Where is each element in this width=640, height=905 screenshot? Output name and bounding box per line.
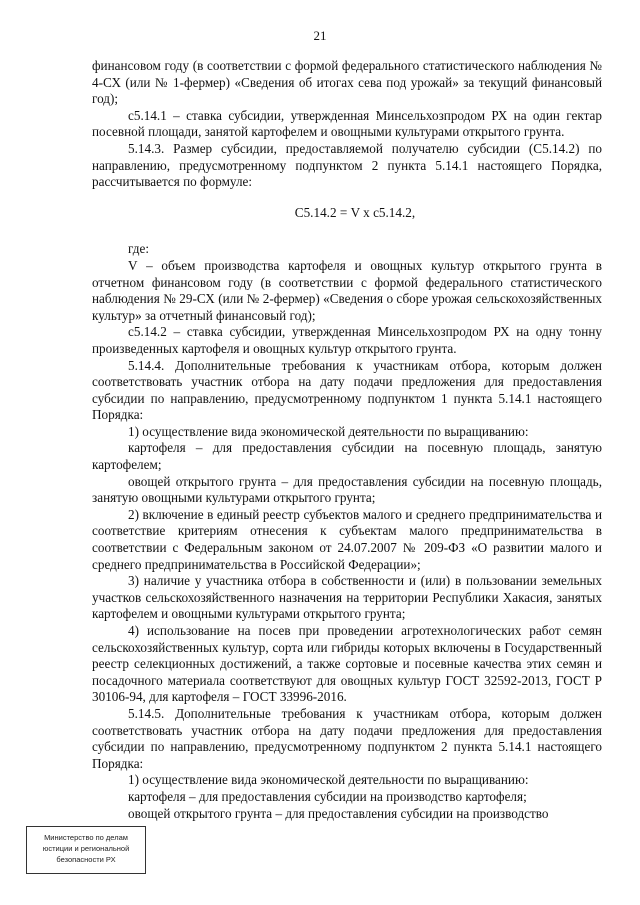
paragraph: 5.14.5. Дополнительные требования к участникам отбора, которым должен соответствовать участник отбора на дату подачи предложения для предоставления субсидии по направлению, предусмотренному подпунктом 2 пункта 5.14.1 настоящего Порядка: bbox=[92, 705, 602, 771]
paragraph: с5.14.1 – ставка субсидии, утвержденная Минсельхозпродом РХ на один гектар посевной площади, занятой картофелем и овощными культурами открытого грунта. bbox=[92, 107, 602, 140]
paragraph: 1) осуществление вида экономической деятельности по выращиванию: bbox=[128, 772, 529, 788]
paragraph: 5.14.3. Размер субсидии, предоставляемой получателю субсидии (С5.14.2) по направлению, предусмотренному подпунктом 2 пункта 5.14.1 настоящего Порядка, рассчитывается по формуле: bbox=[92, 140, 602, 190]
paragraph: 3) наличие у участника отбора в собственности и (или) в пользовании земельных участков сельскохозяйственного назначения на территории Республики Хакасия, занятых картофелем и овощными культурами открытого грунта; bbox=[92, 573, 602, 622]
page-number: 21 bbox=[313, 28, 327, 43]
paragraph: овощей открытого грунта – для предоставления субсидии на посевную площадь, занятую овощными культурами открытого грунта; bbox=[92, 473, 602, 506]
stamp-line: Министерство по делам bbox=[44, 833, 128, 842]
paragraph: V – объем производства картофеля и овощных культур открытого грунта в отчетном финансовом году (в соответствии с формой федерального статистического наблюдения № 29-СХ (или № 2-фермер) «Сведения о сборе урожая сельскохозяйственных культур» за отчетный финансовый год); bbox=[92, 257, 602, 323]
document-body bbox=[92, 58, 602, 822]
paragraph: картофеля – для предоставления субсидии на производство картофеля; bbox=[128, 788, 527, 804]
paragraph: 2) включение в единый реестр субъектов малого и среднего предпринимательства и соответствие критериям отнесения к субъектам малого предпринимательства в соответствии с Федеральным законом от 24.07.2007 № 209-ФЗ «О развитии малого и среднего предпринимательства в Российской Федерации»; bbox=[92, 506, 602, 572]
stamp-line: безопасности РХ bbox=[56, 855, 116, 864]
paragraph: 1) осуществление вида экономической деятельности по выращиванию: bbox=[128, 423, 529, 439]
stamp-line: юстиции и региональной bbox=[42, 844, 130, 853]
paragraph: 4) использование на посев при проведении агротехнологических работ семян сельскохозяйственных культур, сорта или гибриды которых включены в Государственный реестр селекционных достижений, а также сортовые и посевные качества этих семян и посадочного материала соответствуют для овощных культур ГОСТ 32592-2013, ГОСТ Р 30106-94, для картофеля – ГОСТ 33996-2016. bbox=[92, 623, 602, 705]
paragraph: с5.14.2 – ставка субсидии, утвержденная Минсельхозпродом РХ на одну тонну произведенных картофеля и овощных культур открытого грунта. bbox=[92, 324, 602, 356]
paragraph: овощей открытого грунта – для предоставления субсидии на производство bbox=[128, 805, 549, 821]
paragraph: картофеля – для предоставления субсидии на посевную площадь, занятую картофелем; bbox=[92, 440, 602, 473]
paragraph: где: bbox=[128, 241, 149, 257]
paragraph: 5.14.4. Дополнительные требования к участникам отбора, которым должен соответствовать участник отбора на дату подачи предложения для предоставления субсидии по направлению, предусмотренному подпунктом 1 пункта 5.14.1 настоящего Порядка: bbox=[92, 357, 602, 423]
paragraph: финансовом году (в соответствии с формой федерального статистического наблюдения № 4-СХ (или № 1-фермер) «Сведения об итогах сева под урожай» за текущий финансовый год); bbox=[92, 58, 602, 107]
ministry-stamp bbox=[26, 826, 146, 874]
formula: С5.14.2 = V х с5.14.2, bbox=[294, 204, 416, 220]
